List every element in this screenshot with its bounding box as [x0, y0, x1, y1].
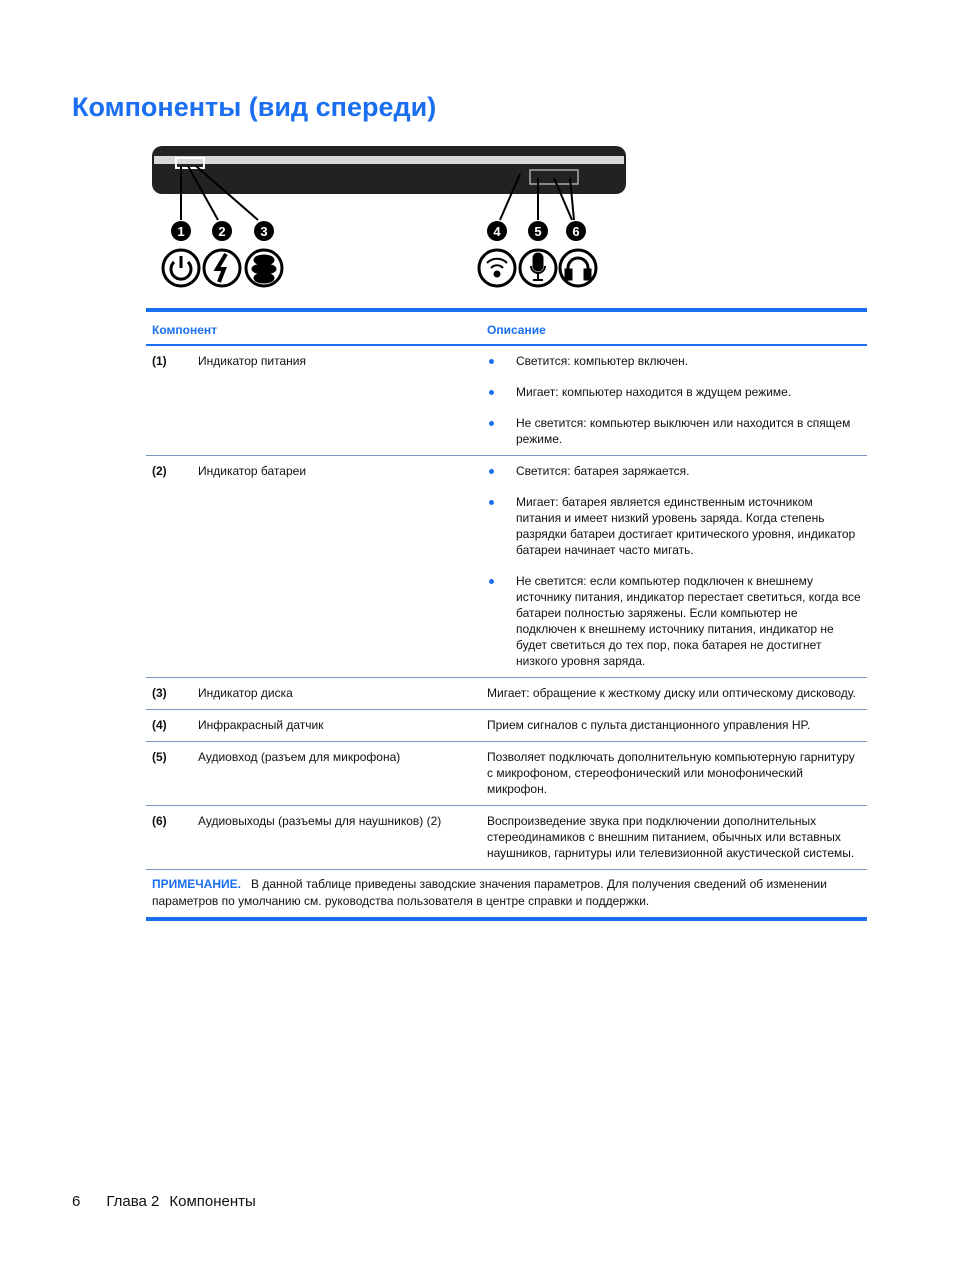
component-name: Аудиовыходы (разъемы для наушников) (2): [192, 806, 481, 870]
list-item: Светится: батарея заряжается.: [487, 463, 861, 479]
list-item: Не светится: если компьютер подключен к внешнему источнику питания, индикатор перестает светиться, когда все батареи полностью заряжены. Если компьютер не подключен к внешнему источнику питания, индикатор не будет светиться до тех пор, пока батарея не достигнет низкого уровня заряда.: [487, 573, 861, 669]
headphones-icon: [560, 250, 596, 286]
svg-text:4: 4: [493, 224, 501, 239]
component-description: Позволяет подключать дополнительную компьютерную гарнитуру с микрофоном, стереофонический или монофонический микрофон.: [481, 742, 867, 806]
chapter-label: Глава 2: [106, 1193, 160, 1210]
component-name: Аудиовход (разъем для микрофона): [192, 742, 481, 806]
row-number: (4): [146, 710, 192, 742]
components-table: [146, 308, 867, 921]
component-description: Мигает: обращение к жесткому диску или оптическому дисководу.: [481, 678, 867, 710]
svg-text:5: 5: [534, 224, 542, 239]
component-name: Индикатор питания: [192, 345, 481, 456]
row-number: (1): [146, 345, 192, 456]
component-description: Воспроизведение звука при подключении дополнительных стереодинамиков с внешним питанием, обычных или вставных наушников, гарнитуры или телевизионной акустической системы.: [481, 806, 867, 870]
table-row: [146, 345, 867, 456]
page-title: Компоненты (вид спереди): [72, 92, 437, 122]
description-list: [487, 463, 861, 669]
svg-text:1: 1: [177, 224, 185, 239]
table-row: [146, 806, 867, 870]
row-number: (3): [146, 678, 192, 710]
component-description: Прием сигналов с пульта дистанционного управления HP.: [481, 710, 867, 742]
note-row: [146, 870, 867, 920]
infrared-icon: [479, 250, 515, 286]
note-label: ПРИМЕЧАНИЕ.: [152, 877, 241, 891]
page-footer: [72, 1193, 282, 1210]
header-description: Описание: [481, 310, 867, 345]
list-item: Мигает: батарея является единственным источником питания и имеет низкий уровень заряда. Когда степень разрядки батареи достигает критического уровня, индикатор батареи начинает часто мигать.: [487, 494, 861, 558]
description-list: [487, 353, 861, 447]
row-number: (5): [146, 742, 192, 806]
list-item: Светится: компьютер включен.: [487, 353, 861, 369]
table-row: [146, 456, 867, 678]
page-number: 6: [72, 1193, 81, 1210]
table-row: [146, 678, 867, 710]
svg-text:3: 3: [260, 224, 268, 239]
row-number: (2): [146, 456, 192, 678]
list-item: Не светится: компьютер выключен или находится в спящем режиме.: [487, 415, 861, 447]
note-text: В данной таблице приведены заводские значения параметров. Для получения сведений об изменении параметров по умолчанию см. руководства пользователя в центре справки и поддержки.: [152, 877, 827, 908]
section-label: Компоненты: [169, 1193, 256, 1210]
component-name: Индикатор диска: [192, 678, 481, 710]
row-number: (6): [146, 806, 192, 870]
header-component: Компонент: [146, 310, 481, 345]
table-row: [146, 742, 867, 806]
component-name: Индикатор батареи: [192, 456, 481, 678]
component-name: Инфракрасный датчик: [192, 710, 481, 742]
laptop-front-view-figure: [148, 142, 628, 292]
list-item: Мигает: компьютер находится в ждущем режиме.: [487, 384, 861, 400]
svg-text:2: 2: [218, 224, 226, 239]
table-row: [146, 710, 867, 742]
svg-text:6: 6: [572, 224, 580, 239]
